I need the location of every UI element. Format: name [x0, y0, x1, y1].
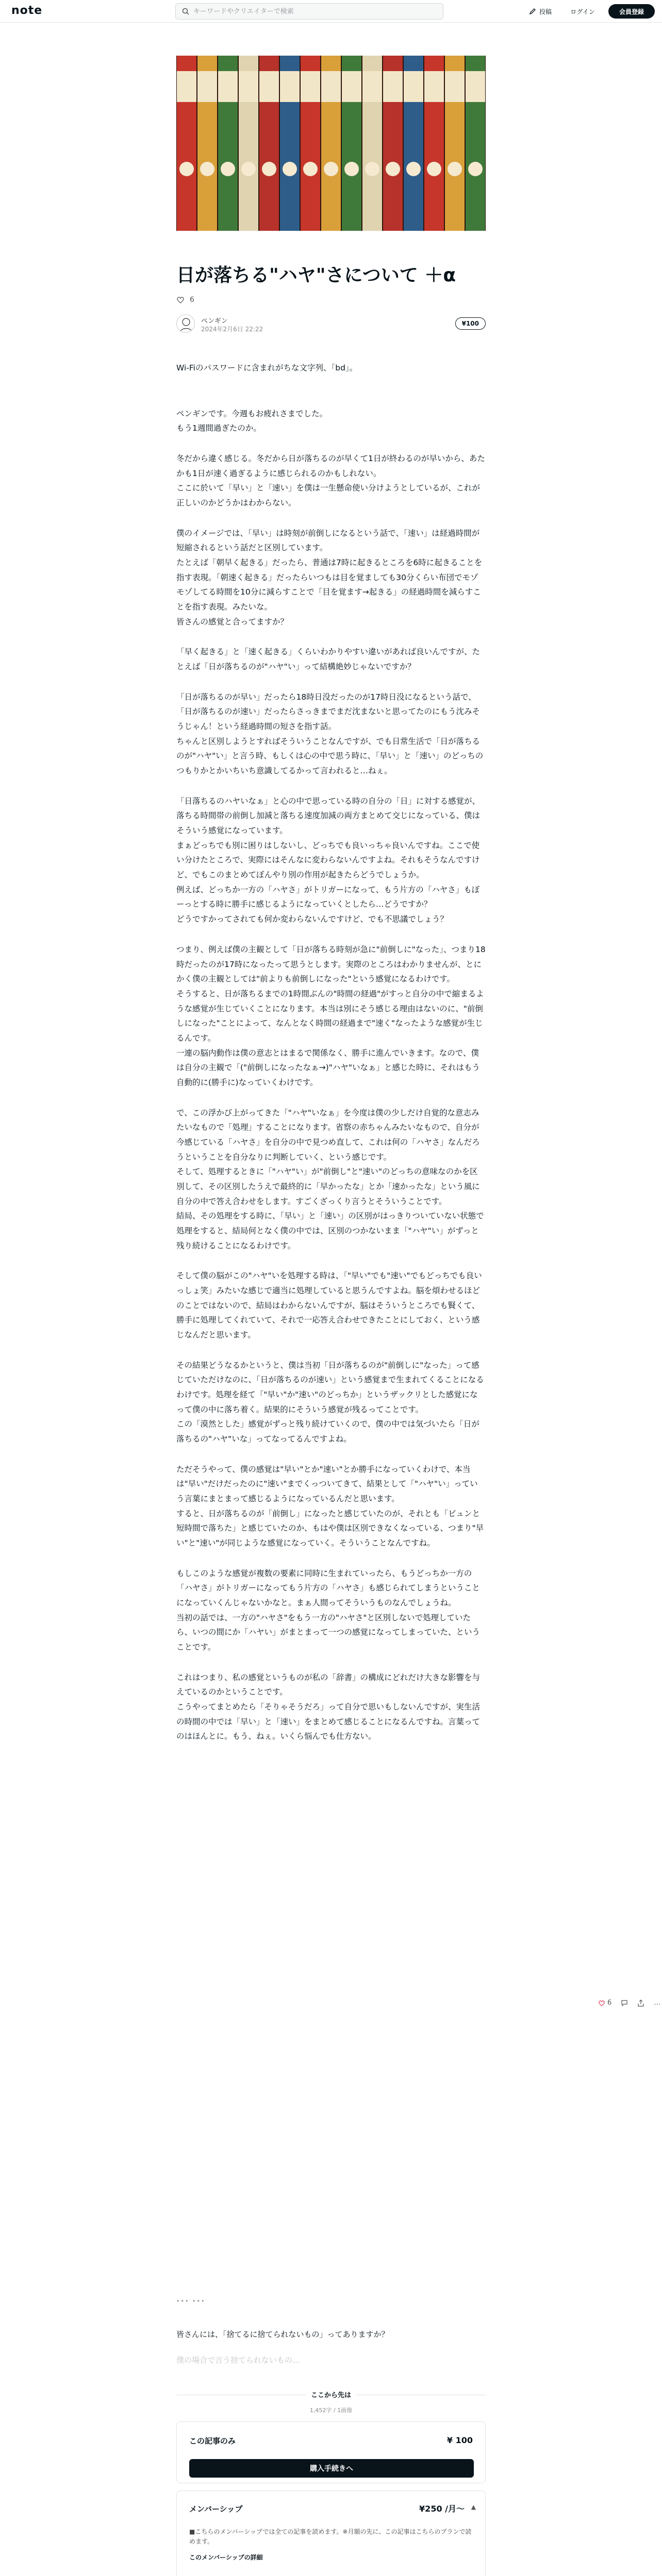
article-title: 日が落ちる"ハヤ"さについて ＋α — [176, 265, 456, 286]
spine-emblem — [324, 162, 338, 176]
spine-band — [362, 71, 382, 102]
spine-emblem — [344, 162, 359, 176]
spine-band — [301, 71, 320, 102]
spine-band — [424, 71, 444, 102]
spine-band — [321, 71, 341, 102]
purchase-button[interactable]: 購入手続きへ — [189, 2459, 474, 2478]
membership-details-link[interactable]: このメンバーシップの詳細 — [189, 2554, 263, 2561]
single-purchase-price: ¥ 100 — [446, 2435, 473, 2445]
single-purchase-card — [176, 2421, 486, 2483]
spine-band — [239, 71, 258, 102]
paragraph: そして僕の脳がこの"ハヤ"いを処理する時は、「"早い"でも"速い"でもどっちでも良いっしょ笑」みたいな感じで適当に処理していると思うんですよね。脳を煩わせるほどのことではないので、結局はわからないんですが、脳はそういうところでも賢くて、勝手に処理してくれていて、それで一応答え合わせできたことにしておく、という感じなんだと思います。 — [176, 1271, 482, 1340]
spine-band — [342, 71, 361, 102]
author-row — [176, 312, 486, 336]
manga-books-image — [176, 56, 486, 231]
spine-emblem — [262, 162, 276, 176]
spine-band — [197, 71, 217, 102]
paywall-divider-label: ここから先は — [176, 2389, 486, 2399]
spine-emblem — [200, 162, 214, 176]
paragraph: 冬だから違く感じる。冬だから日が落ちるのが早くて1日が終わるのが早いから、あたかも1日が速く過ぎるように感じられるのかもしれない。 ここに於いて「早い」と「速い」を僕は一生懸命使い分けようとしているが、これが正しいのかどうかはわからない。 — [176, 454, 485, 508]
paragraph: これはつまり、私の感覚というものが私の「辞書」の構成にどれだけ大きな影響を与えているのかということです。 こうやってまとめたら「そりゃそうだろ」って自分で思いもしないんですが、実生活の時間の中では「早い」と「速い」をまとめて感じることになるんですね。言葉ってのはほんとに。もう、ねぇ。いくら悩んでも仕方ない。 — [176, 1672, 481, 1741]
spine-band — [383, 71, 403, 102]
paragraph: 僕のイメージでは、「早い」は時刻が前倒しになるという話で、「速い」は経過時間が短縮されるという話だと区別しています。 たとえば「朝早く起きる」だったら、普通は7時に起きるところを6時に起きることを指す表現。「朝速く起きる」だったらいつもは目を覚ましても30分くらい布団でモゾモゾしてる時間を10分に減らすことで「目を覚ます→起きる」の経過時間を減らすことを指す表現。みたいな。 皆さんの感覚と合ってますか？ — [176, 528, 483, 626]
membership-price: ¥250 /月〜 — [419, 2504, 465, 2514]
search-input[interactable] — [193, 4, 436, 19]
spine-emblem — [179, 162, 194, 176]
character-count: 1,452字 / 1画像 — [309, 2407, 353, 2414]
publish-date: 2024年2月6日 22:22 — [201, 326, 263, 333]
paragraph: ただそうやって、僕の感覚は"早い"とか"速い"とか勝手になっていくわけで、本当は"早い"だけだったのに"速い"までくっついてきて、結果として「"ハヤ"い」っていう言葉にまとまって感じるようになっているんだと思います。 すると、日が落ちるのが「前倒し」になったと感じていたのが、それとも「ビュンと短時間で落ちた」と感じていたのか、もはや僕は区別できなくなっている、つまり"早い"と"速い"が同じような感覚になっていく。そういうことなんですね。 — [176, 1464, 484, 1548]
spine-band — [177, 71, 196, 102]
membership-note: ■こちらのメンバーシップでは全ての記事を読めます。※月額の先に、この記事はこちらのプランで読めます。 — [189, 2528, 472, 2546]
chevron-up-icon[interactable]: ▲ — [471, 2503, 476, 2511]
author-avatar[interactable] — [176, 314, 195, 333]
search-icon — [182, 8, 189, 15]
paragraph: Wi-Fiのパスワードに含まれがちな文字列、「bd」。 — [176, 363, 358, 372]
post-button[interactable] — [520, 4, 561, 19]
note-logo[interactable]: note — [11, 4, 43, 17]
spine-emblem — [468, 162, 483, 176]
heart-icon — [598, 1999, 605, 2007]
spine-emblem — [448, 162, 462, 176]
side-like-button[interactable] — [598, 1999, 611, 2007]
paragraph: ペンギンです。今週もお疲れさまでした。 もう1週間過ぎたのか。 — [176, 409, 328, 433]
spine-emblem — [283, 162, 297, 176]
spine-emblem — [221, 162, 235, 176]
post-label: 投稿 — [539, 8, 552, 15]
pencil-icon — [529, 8, 536, 15]
paragraph: 「日が落ちるのが早い」だったら18時日没だったのが17時日没になるという話で、「日が落ちるのが速い」だったらさっきまでまだ沈まないと思ってたのにもう沈みそうじゃん！という経過時間の短さを指す話。 ちゃんと区別しようとすればそういうことなんですが、でも日常生活で「日が落ちるのが"ハヤ"い」と言う時、もしくは心の中で思う時に、「早い」と「速い」のどっちのつもりかとかいちいち意識してるかって言われると…ねぇ。 — [176, 692, 484, 776]
paragraph: もしこのような感覚が複数の要素に同時に生まれていったら、もうどっちか一方の「ハヤさ」がトリガーになってもう片方の「ハヤさ」も感じられてしまうということになっていくんじゃないかなと。まぁ人間ってそういうものなんでしょうね。 当初の話では、一方の"ハヤさ"をもう一方の"ハヤさ"と区別しないで処理していたら、いつの間にか「ハヤい」がまとまって一つの感覚になってしまっていた、ということです。 — [176, 1568, 481, 1652]
separator-dots: ••• ••• — [176, 2298, 206, 2304]
like-counter-top[interactable] — [176, 296, 194, 304]
more-icon[interactable]: … — [654, 1999, 661, 2007]
signup-button[interactable]: 会員登録 — [608, 4, 655, 19]
share-icon[interactable] — [637, 1999, 644, 2007]
spine-band — [466, 71, 485, 102]
spine-emblem — [303, 162, 318, 176]
paywall-question: 皆さんには、「捨てるに捨てられないもの」ってありますか？ — [176, 2330, 389, 2339]
article-body — [176, 361, 486, 1759]
spine-emblem — [427, 162, 441, 176]
spine-emblem — [241, 162, 256, 176]
heart-icon — [176, 296, 185, 304]
like-count: 6 — [190, 296, 194, 304]
spine-emblem — [406, 162, 421, 176]
paywall-faded-text: 僕の場合で言う捨てられないもの… — [176, 2355, 301, 2365]
spine-emblem — [365, 162, 379, 176]
site-header — [0, 0, 662, 23]
single-purchase-label: この記事のみ — [189, 2436, 236, 2446]
spine-band — [445, 71, 465, 102]
spine-band — [404, 71, 423, 102]
paragraph: 「日落ちるのハヤいなぁ」と心の中で思っている時の自分の「日」に対する感覚が、落ちる時間帯の前倒し加減と落ちる速度加減の両方まとめて交じになっている、僕はそういう感覚になっています。 まぁどっちでも別に困りはしないし、どっちでも良いっちゃ良いんですね。ここで使い分けたところで、実際にはそんなに変わらないんですよね。それもそうなんですけど、でもこのまとめてぼんやり別の作用が起きたらどうでしょうか。 例えば、どっちか一方の「ハヤさ」がトリガーになって、もう片方の「ハヤさ」もぼーっとする時に勝手に感じるようになっていくとしたら…どうですか？ どうですかってされても何か変わらないんですけど、でも不思議でしょう？ — [176, 796, 481, 924]
hero-image — [176, 56, 486, 231]
paragraph: で、この浮かび上がってきた「"ハヤ"いなぁ」を今度は僕の少しだけ自覚的な意志みたいなもので「処理」することになります。省察の赤ちゃんみたいなもので、自分が今感じている「ハヤさ」を自分の中で見つめ直して、これは何の「ハヤさ」なんだろうということを自分なりに判断していく、という感じです。 そして、処理するときに「"ハヤ"い」が"前倒し"と"速い"のどっちの意味なのかを区別して、その区別したうえで最終的に「早かったな」とか「速かったな」という風に自分の中で答え合わせをします。すごくざっくり言うとそういうことです。 結局、その処理をする時に、「早い」と「速い」の区別がはっきりついていない状態で処理をすると、結局何となく僕の中では、区別のつかないまま「"ハヤ"い」がずっと残り続けることになるわけです。 — [176, 1108, 484, 1250]
paragraph: 「早く起きる」と「速く起きる」くらいわかりやすい違いがあれば良いんですが、たとえば「日が落ちるのが"ハヤ"い」って結構絶妙じゃないですか？ — [176, 647, 481, 672]
paragraph: つまり、例えば僕の主観として「日が落ちる時刻が急に"前倒しに"なった」、つまり18時だったのが17時になったって思うとします。実際のところはわかりませんが、とにかく僕の主観としては"前よりも前倒しになった"という感覚になるわけです。 そうすると、日が落ちるまでの1時間ぶんの"時間の経過"がすっと自分の中で縮まるような感覚が生じていくことになります。本当は別にそう感じる理由はないのに、"前倒しになった"ことによって、なんとなく時間の経過まで"速く"なったような感覚が生じるんです。 一連の脳内動作は僕の意志とはまるで関係なく、勝手に進んでいきます。なので、僕は自分の主観で「("前倒しになったなぁ→)"ハヤ"いなぁ」と感じた時に、それはもう自動的に(勝手に)なっていくわけです。 — [176, 944, 486, 1087]
search-box[interactable] — [175, 3, 443, 20]
spine-band — [218, 71, 238, 102]
comment-icon[interactable] — [621, 1999, 628, 2007]
side-like-count: 6 — [607, 1999, 612, 2007]
author-name[interactable]: ペンギン — [201, 317, 228, 325]
spine-emblem — [386, 162, 400, 176]
price-button[interactable]: ¥100 — [455, 317, 486, 330]
membership-card — [176, 2490, 486, 2576]
spine-band — [259, 71, 279, 102]
spine-band — [280, 71, 300, 102]
membership-title: メンバーシップ — [189, 2504, 243, 2514]
paragraph: その結果どうなるかというと、僕は当初「日が落ちるのが"前倒しに"なった」って感じていただけなのに、「日が落ちるのが速い」という感覚まで生まれてくることになるわけです。処理を経て「"早い"か"速い"のどっちか」というザックリとした感覚になって僕の中に落ち着く。結果的にそういう感覚が残るってことです。 この「漠然とした」感覚がずっと残り続けていくので、僕の中では気づいたら「日が落ちるの"ハヤ"いな」ってなってるんですよね。 — [176, 1360, 484, 1444]
login-button[interactable]: ログイン — [570, 8, 595, 15]
side-actions — [598, 1999, 660, 2007]
